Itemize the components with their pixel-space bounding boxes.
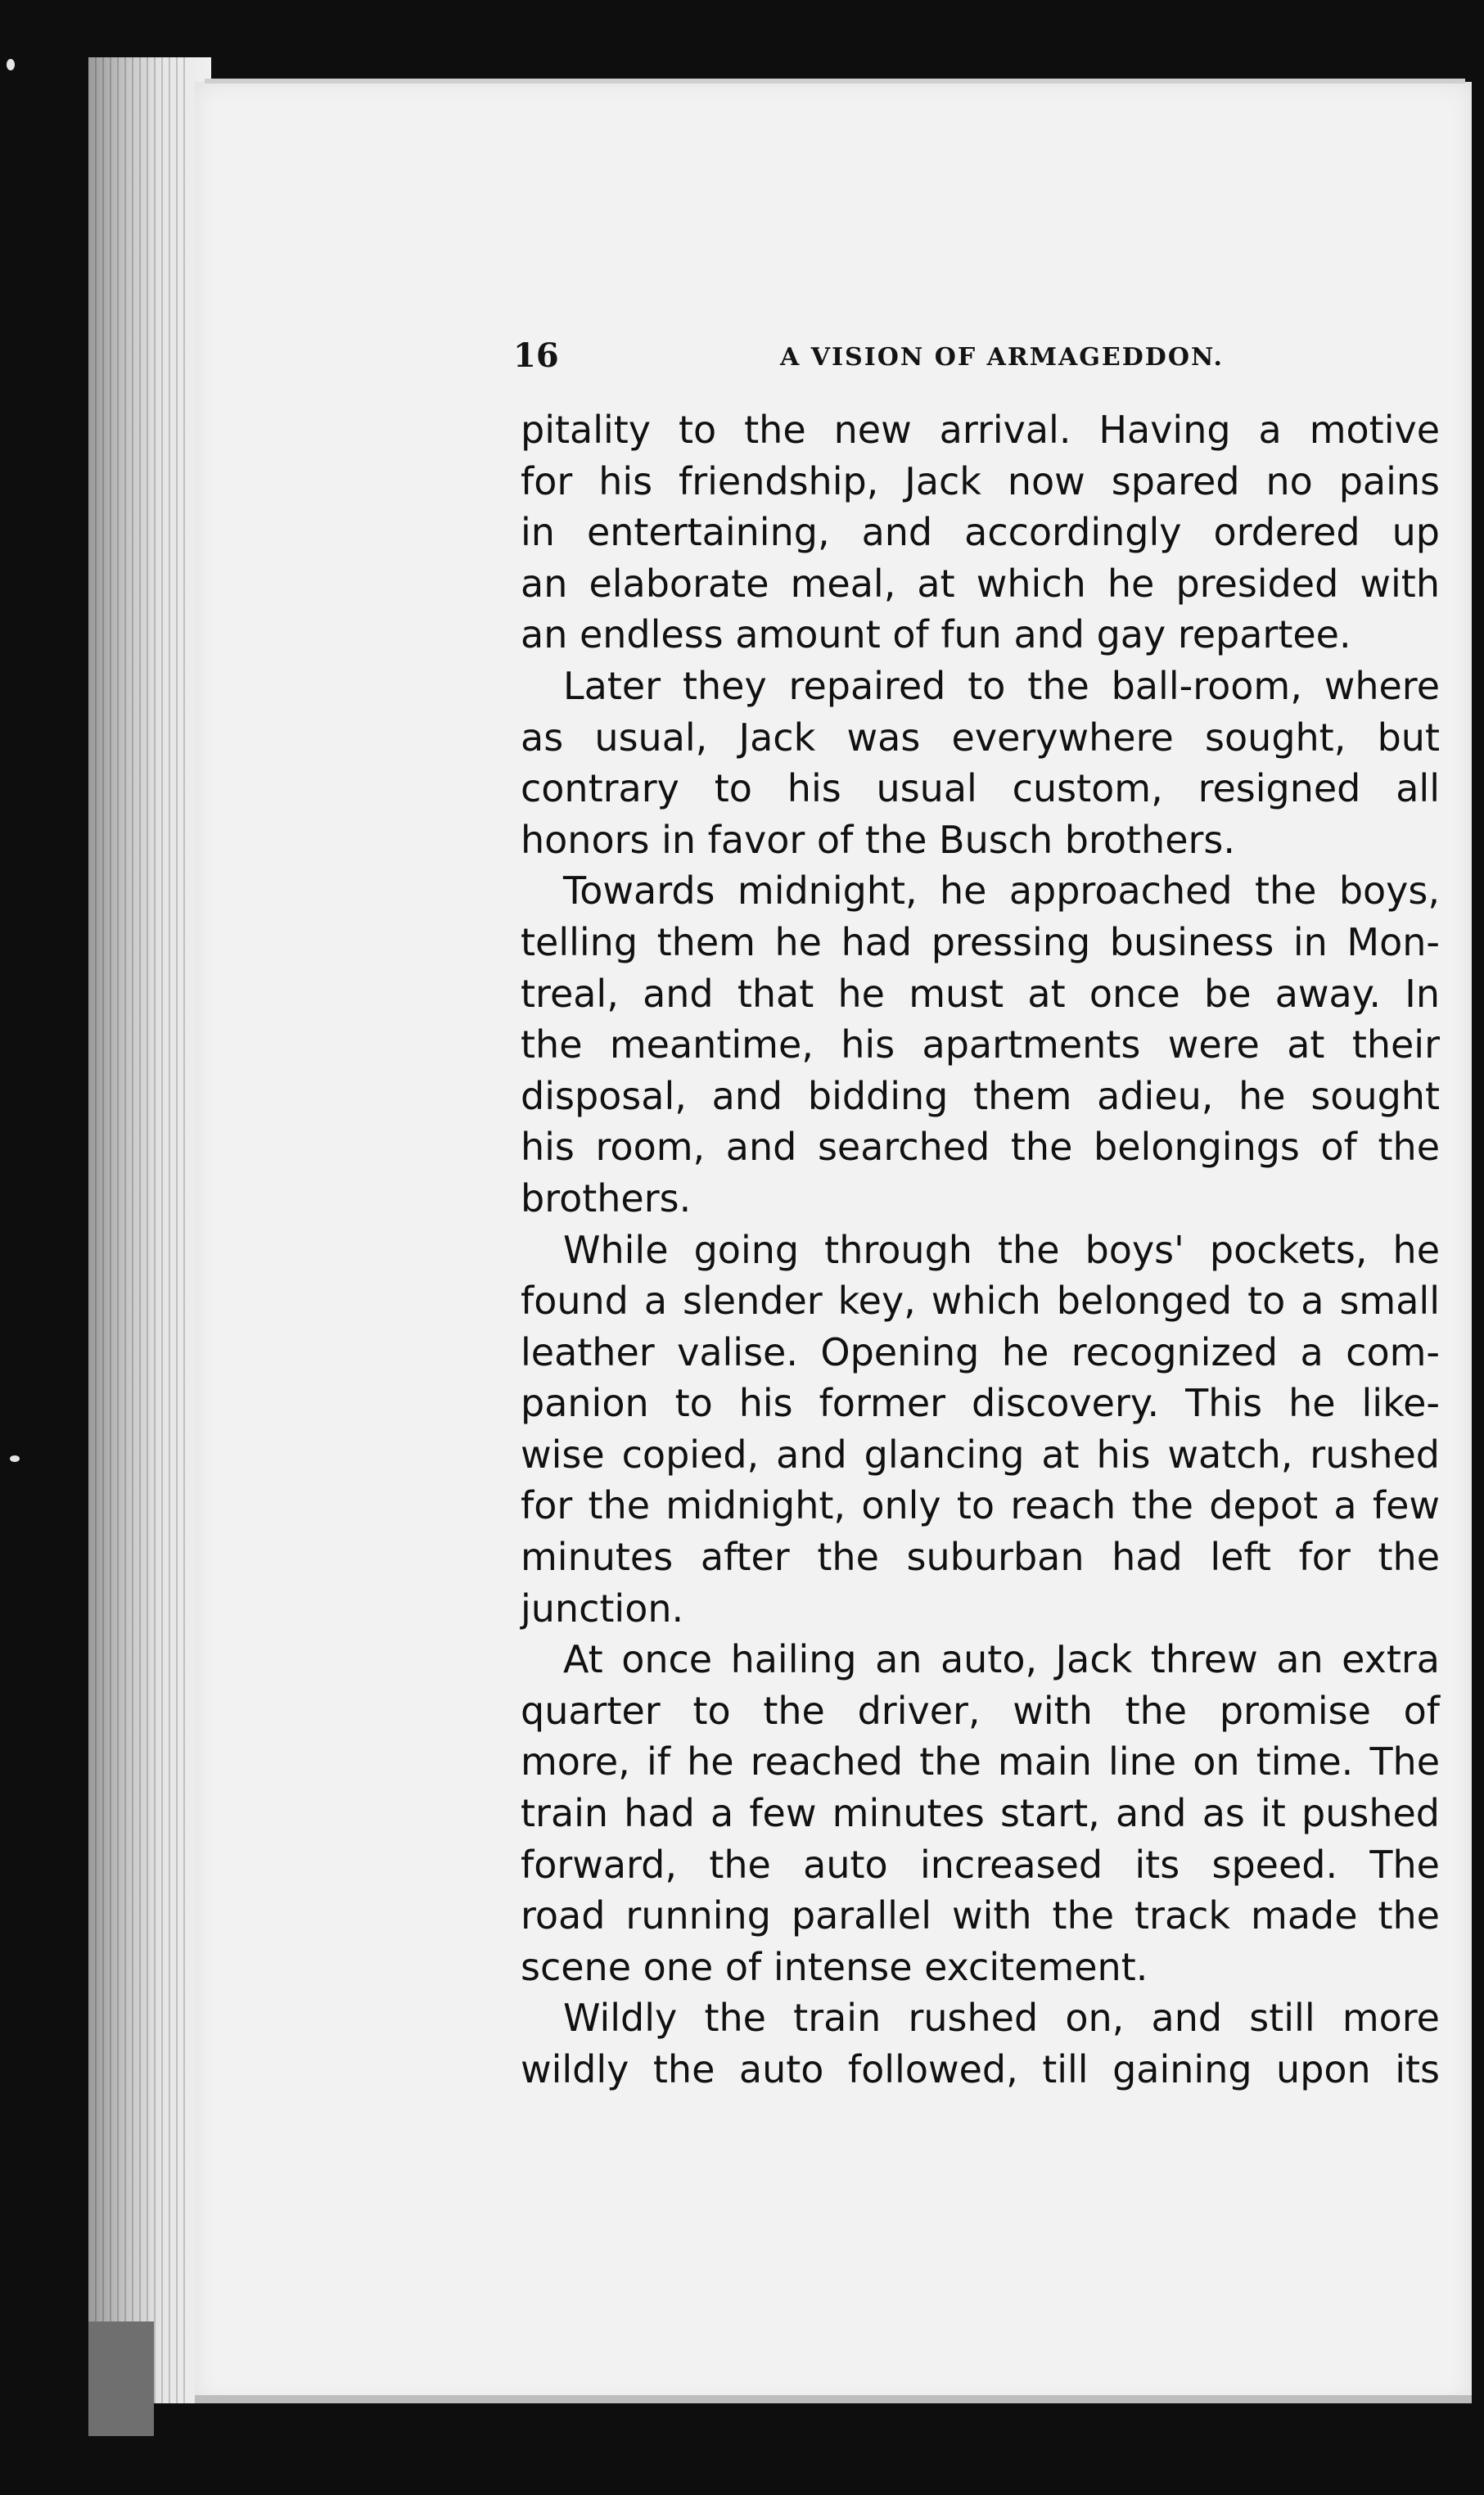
text-line: disposal, and bidding them adieu, he sought xyxy=(521,1073,1440,1118)
text-line: Wildly the train rushed on, and still more xyxy=(563,1996,1440,2041)
text-line: wise copied, and glancing at his watch, rushed xyxy=(521,1432,1440,1477)
running-header xyxy=(513,336,1475,386)
text-line: Later they repaired to the ball-room, where xyxy=(563,663,1440,708)
text-line: the meantime, his apartments were at their xyxy=(521,1022,1440,1067)
body-text xyxy=(521,404,1440,2096)
paragraph xyxy=(521,1225,1440,1635)
text-line: more, if he reached the main line on time. The xyxy=(521,1739,1440,1784)
page-top-edge xyxy=(205,79,1465,83)
text-line: forward, the auto increased its speed. The xyxy=(521,1842,1440,1887)
text-line: his room, and searched the belongings of the xyxy=(521,1125,1440,1170)
text-line: While going through the boys' pockets, he xyxy=(563,1227,1440,1272)
text-line: contrary to his usual custom, resigned all xyxy=(521,766,1440,811)
text-line: in entertaining, and accordingly ordered up xyxy=(521,510,1440,555)
dust-speck xyxy=(7,59,15,70)
text-line: as usual, Jack was everywhere sought, but xyxy=(521,715,1440,760)
text-line: At once hailing an auto, Jack threw an extra xyxy=(563,1637,1440,1682)
text-line: an endless amount of fun and gay repartee. xyxy=(521,612,1351,657)
text-line: panion to his former discovery. This he like- xyxy=(521,1381,1440,1426)
text-line: minutes after the suburban had left for the xyxy=(521,1535,1440,1580)
text-line: brothers. xyxy=(521,1175,692,1220)
dust-speck xyxy=(10,1455,20,1462)
stacked-page-edges xyxy=(88,57,211,2403)
paragraph xyxy=(521,1992,1440,2095)
text-line: junction. xyxy=(521,1586,684,1631)
text-line: telling them he had pressing business in Mon- xyxy=(521,919,1440,964)
text-line: treal, and that he must at once be away. In xyxy=(521,971,1440,1016)
paragraph xyxy=(521,865,1440,1224)
text-line: scene one of intense excitement. xyxy=(521,1944,1148,1989)
text-line: quarter to the driver, with the promise of xyxy=(521,1688,1440,1733)
text-line: leather valise. Opening he recognized a com- xyxy=(521,1329,1440,1374)
text-line: honors in favor of the Busch brothers. xyxy=(521,817,1235,862)
text-line: wildly the auto followed, till gaining upon its xyxy=(521,2047,1440,2091)
text-line: Towards midnight, he approached the boys, xyxy=(563,869,1440,914)
text-line: pitality to the new arrival. Having a motive xyxy=(521,408,1440,452)
text-line: road running parallel with the track made the xyxy=(521,1893,1440,1938)
paragraph xyxy=(521,404,1440,661)
paragraph xyxy=(521,661,1440,865)
text-line: for his friendship, Jack now spared no pains xyxy=(521,458,1440,503)
page-bottom-edge xyxy=(195,2395,1472,2403)
paragraph xyxy=(521,1634,1440,1992)
running-title: A VISION OF ARMAGEDDON. xyxy=(780,343,1224,372)
text-line: an elaborate meal, at which he presided with xyxy=(521,561,1440,606)
page-number: 16 xyxy=(513,336,559,375)
text-line: found a slender key, which belonged to a small xyxy=(521,1279,1440,1324)
text-line: train had a few minutes start, and as it pushed xyxy=(521,1791,1440,1836)
page-edge-shadow xyxy=(88,2321,154,2436)
text-line: for the midnight, only to reach the depot a few xyxy=(521,1483,1440,1528)
